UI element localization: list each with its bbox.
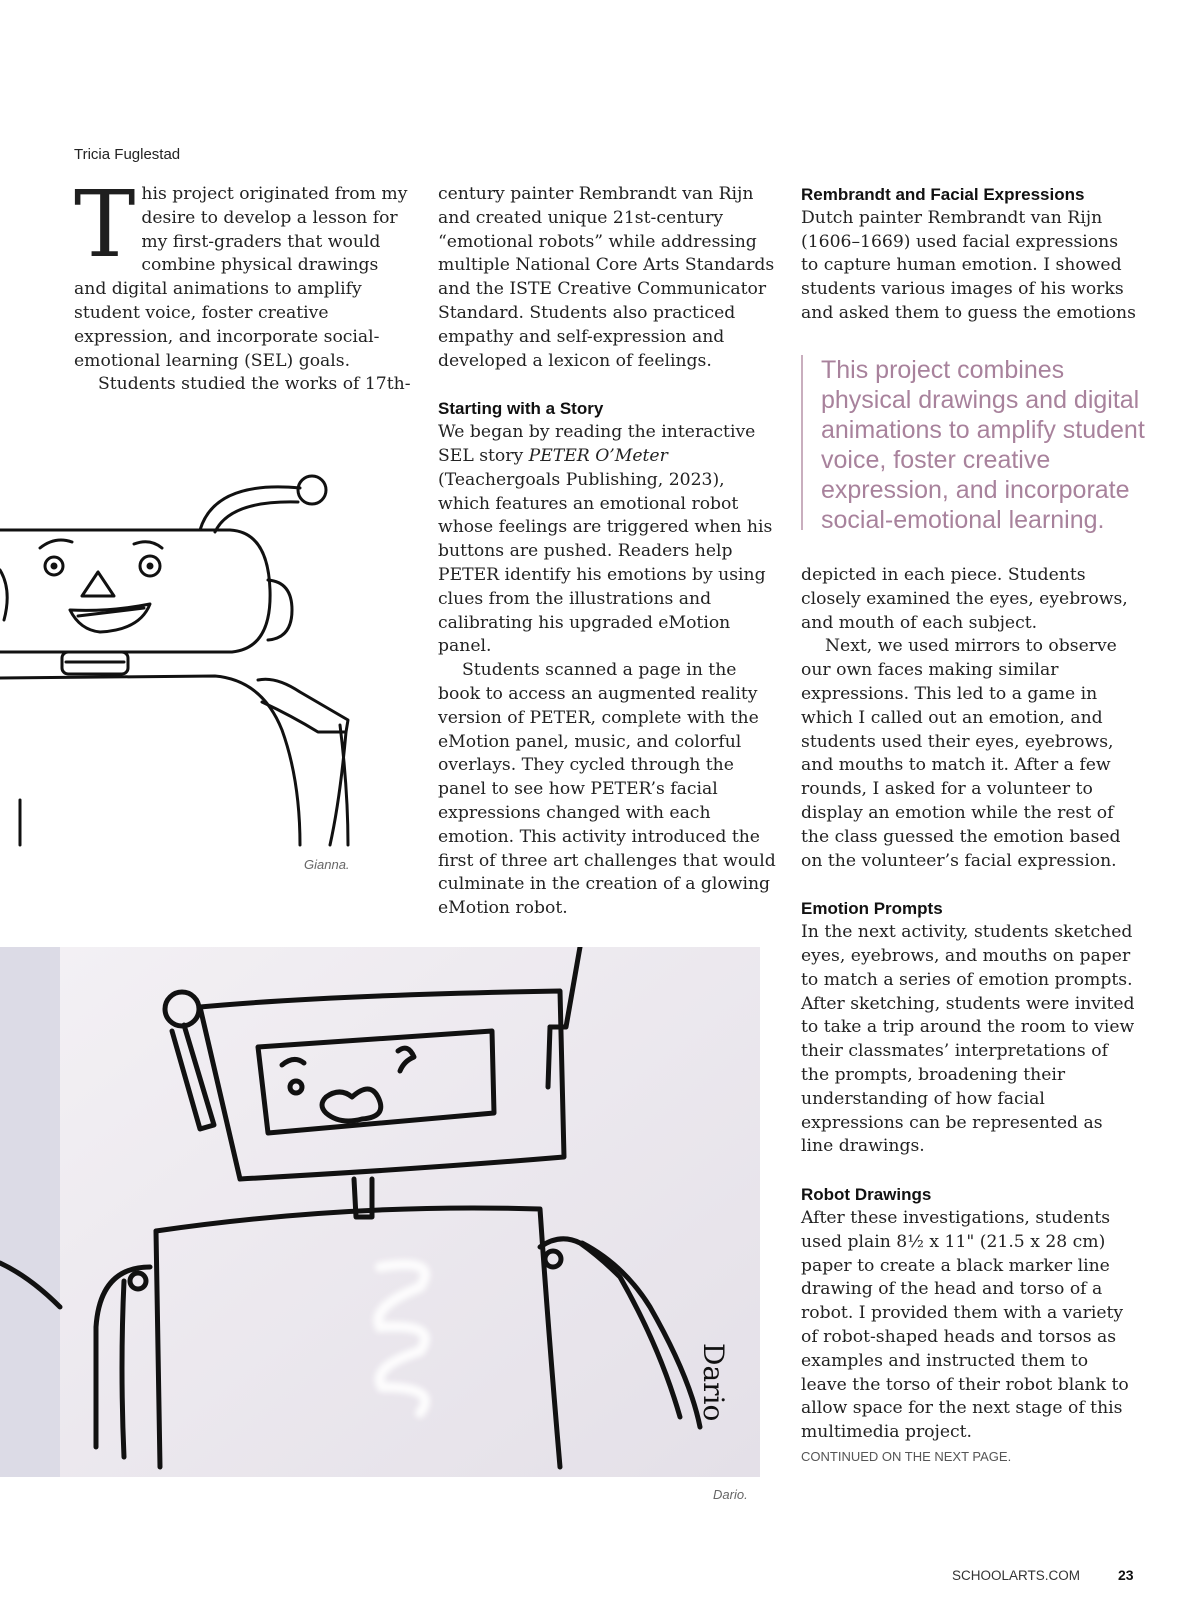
robot-antenna-inner	[215, 502, 298, 532]
article-column-1	[74, 171, 412, 397]
gianna-robot-drawing	[0, 470, 420, 880]
arm-left-inner	[122, 1281, 124, 1457]
robot-arm	[258, 679, 348, 732]
paragraph: In the next activity, students sketched eyes, eyebrows, and mouths on paper to match a series of emotion prompts. After sketching, students were invited to take a trip around the room to view their classmates’ interpretations of the prompts, broadening their understanding of how facial expressions can be represented as line drawings.	[801, 922, 1135, 1157]
continued-notice: CONTINUED ON THE NEXT PAGE.	[801, 1449, 1012, 1464]
pull-quote: This project combines physical drawings and digital animations to amplify student voice, foster creative expression, and incorporate social-emotional learning.	[801, 355, 1156, 530]
robot-antenna	[200, 487, 300, 530]
artist-signature: Dario	[697, 1343, 730, 1422]
eyebrow-left	[40, 540, 72, 548]
robot-nose	[82, 572, 114, 596]
opening-text: his project originated from my desire to develop a lesson for my first-graders that would combine physical drawings and digital animations to amplify student voice, foster creative expression, and incorporate social-emotional learning (SEL) goals.	[74, 184, 408, 371]
article-column-3-bottom	[801, 564, 1139, 1445]
paragraph: century painter Rembrandt van Rijn and created unique 21st-century “emotional robots” while addressing multiple National Core Arts Standards and the ISTE Creative Communicator Standard. Students also practiced empathy and self-expression and developed a lexicon of feelings.	[438, 184, 775, 371]
article-column-3-top	[801, 183, 1139, 326]
drop-cap: T	[74, 171, 136, 278]
robot-ear-right	[268, 580, 292, 640]
pupil-left	[52, 564, 56, 568]
antenna-right-post	[548, 1027, 550, 1087]
section-heading: Emotion Prompts	[801, 899, 943, 919]
paragraph: After these investigations, students used plain 8½ x 11" (21.5 x 28 cm) paper to create a black marker line drawing of the head and torso of a robot. I provided them with a variety of robot-shaped heads and torsos as examples and instructed them to leave the torso of their robot blank to allow space for the next stage of this multimedia project.	[801, 1207, 1129, 1443]
robot-torso	[0, 676, 300, 845]
footer-site: SCHOOLARTS.COM	[952, 1568, 1081, 1583]
dario-robot-drawing	[0, 947, 760, 1477]
pupil-right	[148, 564, 152, 568]
byline: Tricia Fuglestad	[74, 146, 181, 163]
dario-robot-photo	[0, 947, 760, 1477]
eyebrow-right	[134, 542, 162, 548]
section-heading: Starting with a Story	[438, 399, 604, 419]
caption-gianna: Gianna.	[304, 857, 350, 872]
paragraph: depicted in each piece. Students closely examined the eyes, eyebrows, and mouth of each subject.	[801, 565, 1128, 633]
paragraph-text: (Teachergoals Publishing, 2023), which features an emotional robot whose feelings are triggered when his buttons are pushed. Readers help PETER identify his emotions by using clues from the illustrations and calibrating his upgraded eMotion panel.	[438, 469, 773, 657]
article-column-2	[438, 183, 776, 921]
paragraph-text: We began by reading the interactive SEL story	[438, 422, 756, 466]
book-title: PETER O’Meter	[528, 445, 668, 466]
paragraph	[438, 421, 776, 659]
paragraph: Students studied the works of 17th-	[98, 374, 411, 395]
paragraph: Dutch painter Rembrandt van Rijn (1606–1669) used facial expressions to capture human emotion. I showed students various images of his works and asked them to guess the emotions	[801, 207, 1136, 323]
paper-sheet	[60, 947, 760, 1477]
caption-dario: Dario.	[713, 1487, 748, 1502]
section-heading: Robot Drawings	[801, 1185, 932, 1205]
section-heading: Rembrandt and Facial Expressions	[801, 185, 1085, 204]
paragraph: Students scanned a page in the book to access an augmented reality version of PETER, complete with the eMotion panel, music, and colorful overlays. They cycled through the panel to see how PETER’s facial expressions changed with each emotion. This activity introduced the first of three art challenges that would culminate in the creation of a glowing eMotion robot.	[438, 660, 776, 919]
antenna-ball	[298, 476, 326, 504]
opening-paragraph	[74, 171, 412, 373]
robot-ear-left	[0, 570, 7, 620]
paragraph: Next, we used mirrors to observe our own faces making similar expressions. This led to a game in which I called out an emotion, and students used their eyes, eyebrows, and mouths to match it. After a few rounds, I asked for a volunteer to display an emotion while the rest of the class guessed the emotion based on the volunteer’s facial expression.	[801, 636, 1121, 871]
page-number: 23	[1118, 1567, 1134, 1583]
